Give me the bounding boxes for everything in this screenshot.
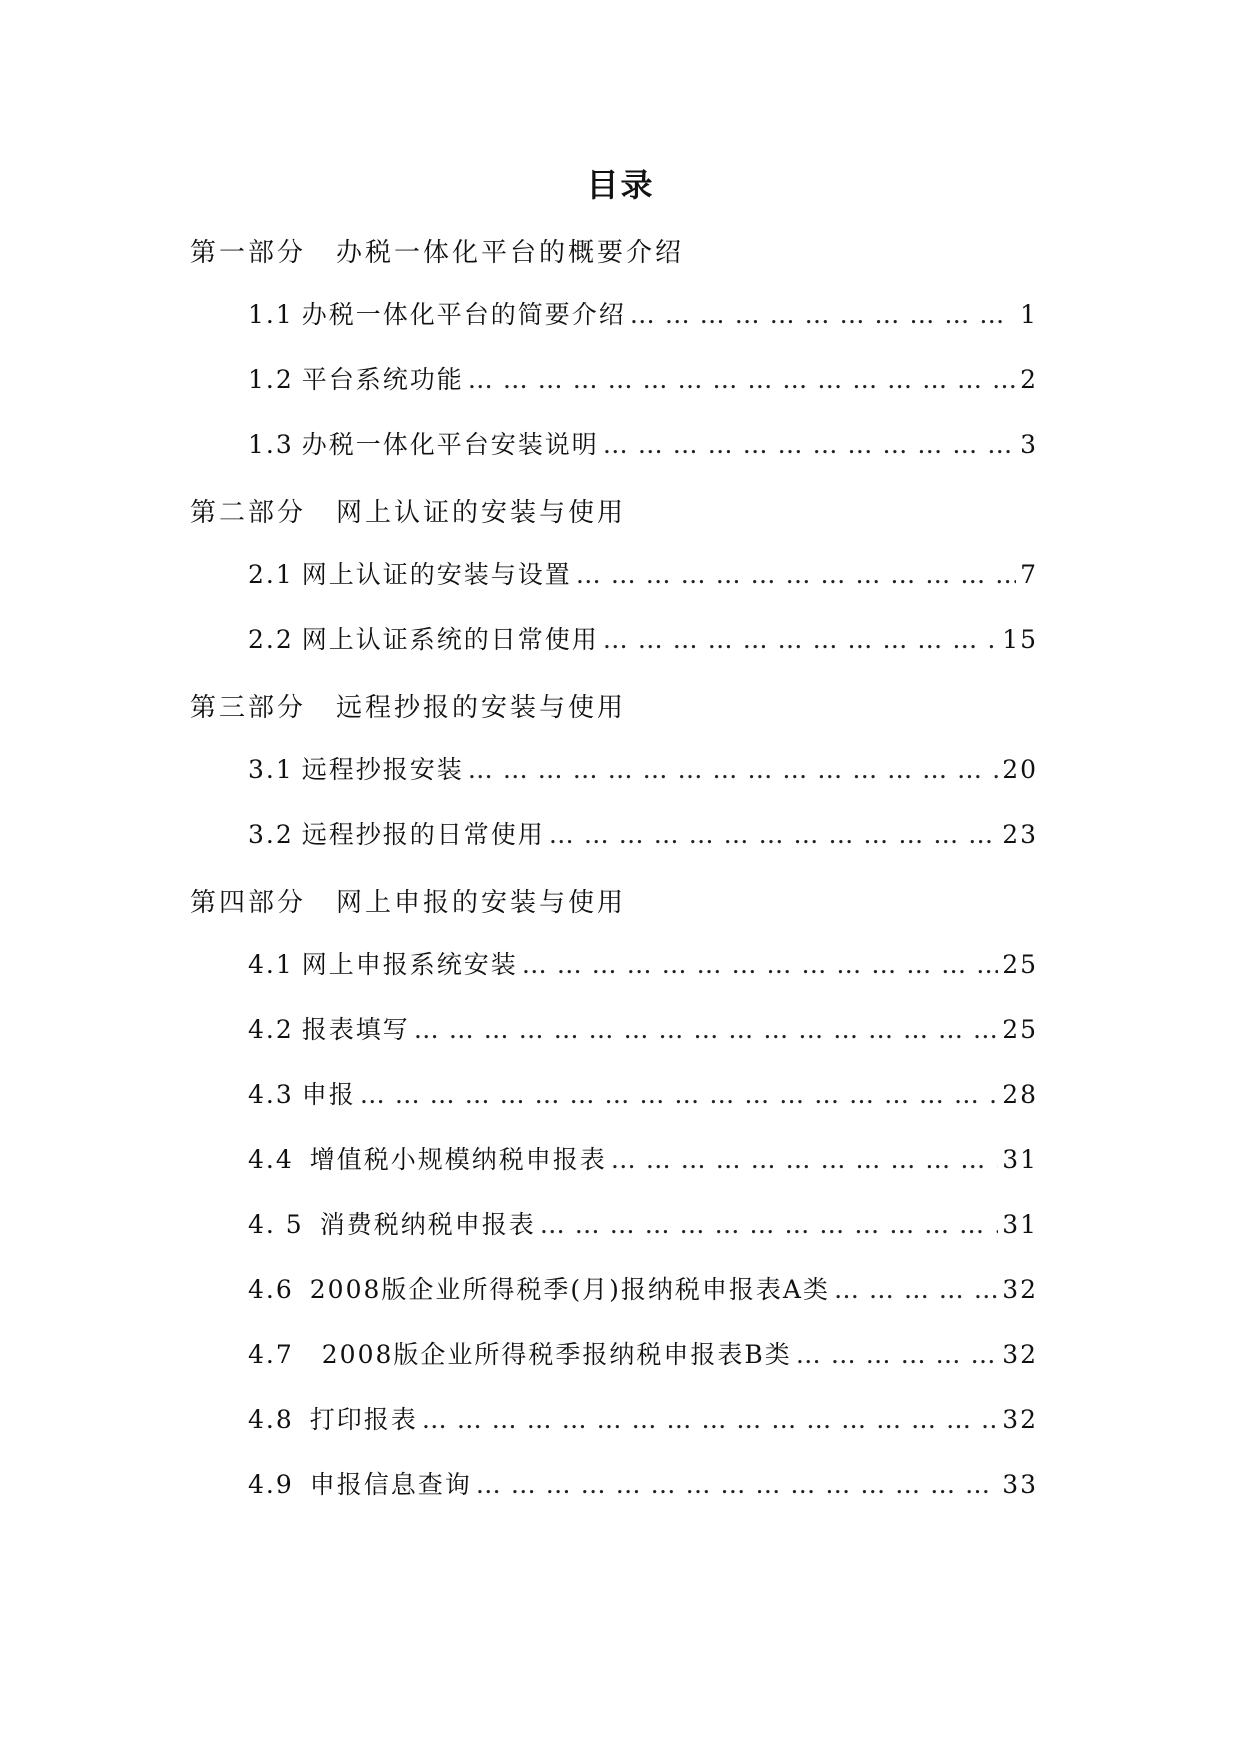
entry-number: 2.2 <box>248 625 294 654</box>
entry-number: 4.3 <box>248 1080 294 1109</box>
entry-label: 远程抄报安装 <box>301 755 464 784</box>
toc-entry[interactable] <box>248 1335 1038 1369</box>
toc-entry[interactable] <box>248 1465 1038 1499</box>
entry-label: 消费税纳税申报表 <box>319 1210 536 1239</box>
part-title: 办税一体化平台的概要介绍 <box>336 238 685 268</box>
toc-entry[interactable] <box>248 1270 1038 1304</box>
entry-number: 4.7 <box>248 1340 294 1369</box>
entry-number: 4.8 <box>248 1405 294 1434</box>
toc-entry[interactable] <box>248 1010 1038 1044</box>
toc-entry[interactable] <box>248 295 1038 329</box>
entry-page-number: 15 <box>1002 625 1038 654</box>
entry-number: 4.1 <box>248 950 294 979</box>
entry-number: 3.2 <box>248 820 294 849</box>
part-heading <box>190 687 626 724</box>
entry-page-number: 7 <box>1020 560 1038 589</box>
entry-page-number: 20 <box>1002 755 1038 784</box>
entry-number: 2.1 <box>248 560 294 589</box>
entry-label: 办税一体化平台的简要介绍 <box>301 300 626 329</box>
dot-leader <box>603 625 998 654</box>
entry-number: 4.4 <box>248 1145 294 1174</box>
entry-page-number: 33 <box>1002 1470 1038 1499</box>
dot-leader <box>468 755 998 784</box>
dot-leader <box>549 820 998 849</box>
entry-number: 4.6 <box>248 1275 294 1304</box>
dot-leader <box>476 1470 998 1499</box>
part-number: 第一部分 <box>190 238 307 268</box>
toc-entry[interactable] <box>248 425 1038 459</box>
dot-leader <box>834 1275 998 1304</box>
toc-entry[interactable] <box>248 750 1038 784</box>
entry-number: 1.2 <box>248 365 294 394</box>
entry-number: 4.9 <box>248 1470 294 1499</box>
entry-page-number: 31 <box>1002 1145 1038 1174</box>
entry-page-number: 32 <box>1002 1275 1038 1304</box>
dot-leader <box>576 560 1016 589</box>
entry-page-number: 2 <box>1020 365 1038 394</box>
entry-label: 网上认证的安装与设置 <box>301 560 572 589</box>
toc-entry[interactable] <box>248 1205 1038 1239</box>
dot-leader <box>468 365 1016 394</box>
part-title: 网上认证的安装与使用 <box>336 498 627 528</box>
entry-page-number: 25 <box>1002 1015 1038 1044</box>
toc-title: 目录 <box>586 166 655 204</box>
dot-leader <box>603 430 1016 459</box>
entry-label: 2008版企业所得税季报纳税申报表B类 <box>321 1340 792 1369</box>
entry-page-number: 3 <box>1020 430 1038 459</box>
entry-page-number: 32 <box>1002 1405 1038 1434</box>
toc-entry[interactable] <box>248 1075 1038 1109</box>
part-heading <box>190 882 626 919</box>
dot-leader <box>796 1340 998 1369</box>
part-heading <box>190 232 684 269</box>
dot-leader <box>630 300 1016 329</box>
toc-entry[interactable] <box>248 1400 1038 1434</box>
entry-label: 网上认证系统的日常使用 <box>301 625 599 654</box>
dot-leader <box>540 1210 998 1239</box>
toc-entry[interactable] <box>248 945 1038 979</box>
dot-leader <box>522 950 998 979</box>
entry-label: 网上申报系统安装 <box>301 950 518 979</box>
entry-number: 1.3 <box>248 430 294 459</box>
entry-page-number: 28 <box>1002 1080 1038 1109</box>
entry-label: 申报 <box>301 1080 356 1109</box>
toc-entry[interactable] <box>248 1140 1038 1174</box>
entry-label: 增值税小规模纳税申报表 <box>309 1145 607 1174</box>
part-title: 网上申报的安装与使用 <box>336 888 627 918</box>
part-number: 第四部分 <box>190 888 307 918</box>
dot-leader <box>414 1015 998 1044</box>
entry-number: 4. 5 <box>248 1210 304 1239</box>
toc-entry[interactable] <box>248 555 1038 589</box>
part-number: 第三部分 <box>190 693 307 723</box>
dot-leader <box>422 1405 998 1434</box>
toc-entry[interactable] <box>248 620 1038 654</box>
entry-page-number: 25 <box>1002 950 1038 979</box>
entry-page-number: 1 <box>1020 300 1038 329</box>
entry-label: 平台系统功能 <box>301 365 464 394</box>
entry-number: 4.2 <box>248 1015 294 1044</box>
entry-label: 办税一体化平台安装说明 <box>301 430 599 459</box>
toc-entry[interactable] <box>248 815 1038 849</box>
part-number: 第二部分 <box>190 498 307 528</box>
entry-label: 申报信息查询 <box>309 1470 472 1499</box>
entry-number: 3.1 <box>248 755 294 784</box>
part-heading <box>190 492 626 529</box>
entry-number: 1.1 <box>248 300 294 329</box>
entry-label: 报表填写 <box>301 1015 410 1044</box>
entry-label: 打印报表 <box>309 1405 418 1434</box>
part-title: 远程抄报的安装与使用 <box>336 693 627 723</box>
entry-page-number: 23 <box>1002 820 1038 849</box>
entry-page-number: 32 <box>1002 1340 1038 1369</box>
toc-entry[interactable] <box>248 360 1038 394</box>
dot-leader <box>611 1145 998 1174</box>
entry-label: 2008版企业所得税季(月)报纳税申报表A类 <box>309 1275 830 1304</box>
entry-label: 远程抄报的日常使用 <box>301 820 545 849</box>
entry-page-number: 31 <box>1002 1210 1038 1239</box>
dot-leader <box>360 1080 998 1109</box>
